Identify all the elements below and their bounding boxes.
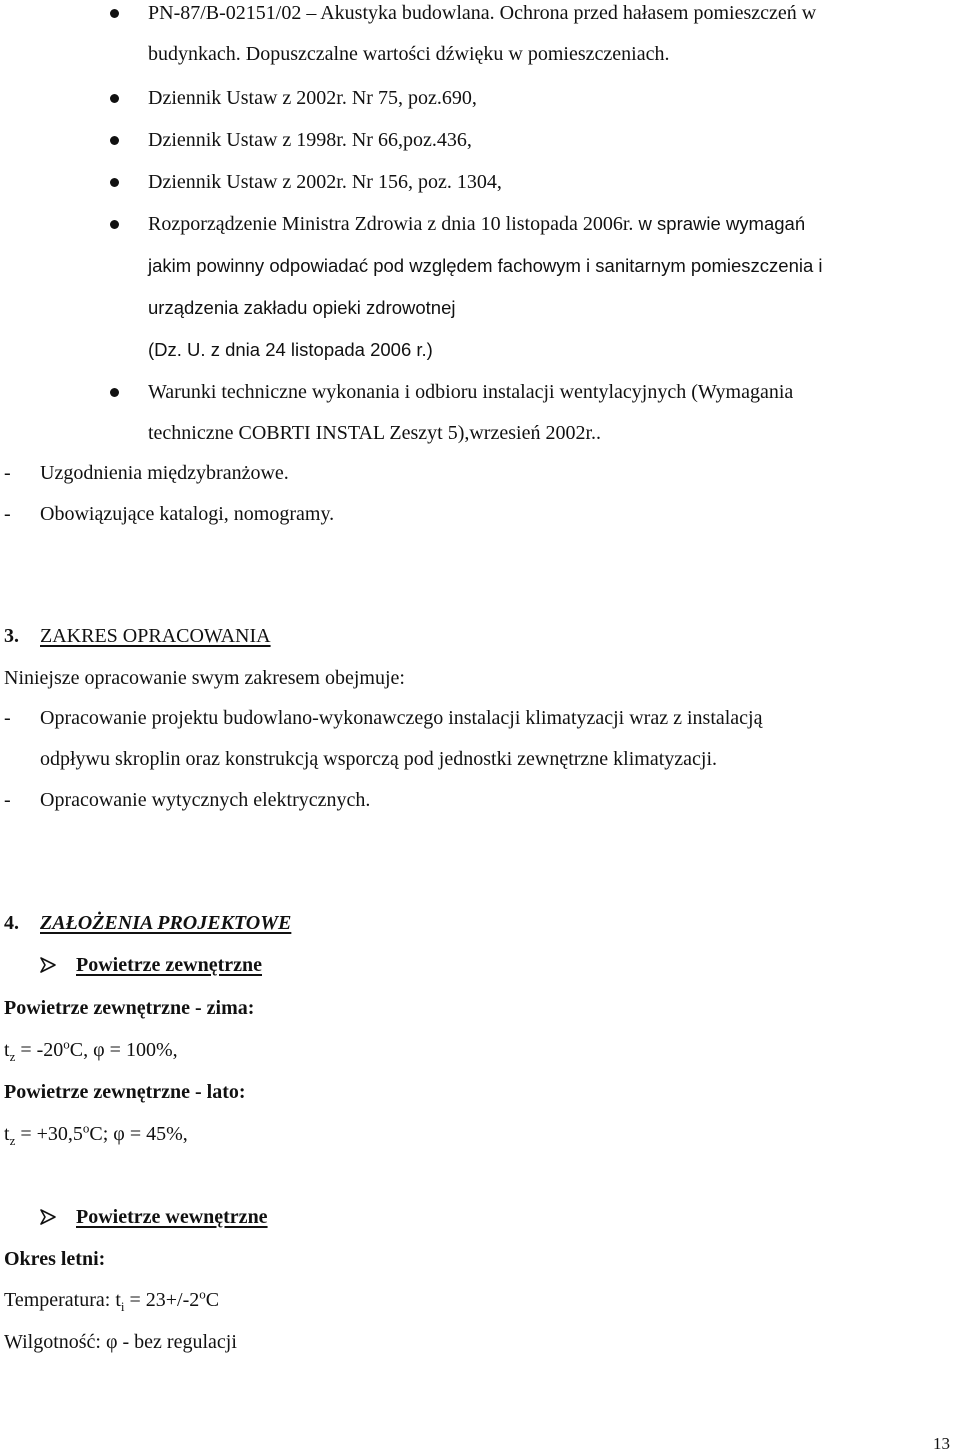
dash-item [4, 788, 370, 812]
temp-rest: C; φ = 45%, [89, 1123, 188, 1145]
temp-label: Temperatura: t [4, 1289, 121, 1311]
list-item-line: Dziennik Ustaw z 1998r. Nr 66,poz.436, [148, 129, 472, 151]
subsection-title: Powietrze wewnętrzne [76, 1206, 268, 1228]
bullet-icon [110, 94, 119, 103]
dash-marker: - [4, 789, 11, 811]
section-heading [4, 911, 291, 935]
subsection-title: Powietrze zewnętrzne [76, 954, 262, 976]
bullet-icon [110, 9, 119, 18]
section-title: ZAŁOŻENIA PROJEKTOWE [40, 912, 292, 934]
degree-sup: o [199, 1286, 206, 1302]
list-item-line: jakim powinny odpowiadać pod względem fachowym i sanitarnym pomieszczenia i [148, 255, 823, 276]
bullet-icon [110, 388, 119, 397]
temp-subscript: z [9, 1049, 16, 1064]
temp-symbol: t [4, 1039, 10, 1061]
dash-item-continuation: odpływu skroplin oraz konstrukcją wsporczą pod jednostki zewnętrzne klimatyzacji. [40, 748, 718, 770]
dash-item [4, 461, 289, 485]
regulation-title-cont: w sprawie wymagań [633, 213, 806, 234]
dash-item-text: Opracowanie wytycznych elektrycznych. [40, 789, 371, 811]
dash-item-text: Obowiązujące katalogi, nomogramy. [40, 503, 335, 525]
list-item-line: budynkach. Dopuszczalne wartości dźwięku w pomieszczeniach. [148, 43, 670, 65]
temp-value: = 23+/-2 [124, 1289, 200, 1311]
dash-item-text: Opracowanie projektu budowlano-wykonawczego instalacji klimatyzacji wraz z instalacją [40, 707, 763, 729]
list-item-line: Dziennik Ustaw z 2002r. Nr 75, poz.690, [148, 87, 477, 109]
section-number: 3. [4, 625, 19, 647]
list-item-line: Warunki techniczne wykonania i odbioru instalacji wentylacyjnych (Wymagania [148, 381, 794, 403]
list-item-line [148, 212, 805, 236]
temp-subscript: z [9, 1133, 16, 1148]
indoor-temperature [4, 1288, 219, 1312]
degree-sup: o [82, 1120, 90, 1136]
temp-symbol: t [4, 1123, 10, 1145]
section-title: ZAKRES OPRACOWANIA [40, 625, 271, 647]
dash-item [4, 706, 763, 730]
winter-label: Powietrze zewnętrzne - zima: [4, 997, 255, 1019]
list-item-line: PN-87/B-02151/02 – Akustyka budowlana. Ochrona przed hałasem pomieszczeń w [148, 2, 817, 24]
temp-rest: C [205, 1289, 220, 1311]
section-intro: Niniejsze opracowanie swym zakresem obejmuje: [4, 667, 405, 689]
section-heading [4, 624, 271, 648]
degree-sup: o [63, 1036, 70, 1052]
winter-value [4, 1038, 178, 1062]
list-item-line: urządzenia zakładu opieki zdrowotnej [148, 297, 456, 318]
temp-subscript: i [120, 1299, 125, 1314]
dash-item [4, 502, 334, 526]
bullet-icon [110, 220, 119, 229]
section-number: 4. [4, 912, 19, 934]
temp-value: = +30,5 [15, 1123, 83, 1145]
regulation-title: Rozporządzenie Ministra Zdrowia z dnia 10 listopada 2006r. [148, 213, 634, 235]
dash-marker: - [4, 503, 11, 525]
dash-item-text: Uzgodnienia międzybranżowe. [40, 462, 289, 484]
arrow-bullet-icon [38, 1205, 60, 1229]
indoor-humidity: Wilgotność: φ - bez regulacji [4, 1331, 237, 1353]
dash-marker: - [4, 707, 11, 729]
temp-rest: C, φ = 100%, [69, 1039, 178, 1061]
temp-value: = -20 [15, 1039, 64, 1061]
arrow-bullet-icon [38, 953, 60, 977]
page-number: 13 [933, 1434, 950, 1453]
summer-label: Powietrze zewnętrzne - lato: [4, 1081, 246, 1103]
dash-marker: - [4, 462, 11, 484]
bullet-icon [110, 136, 119, 145]
summer-value [4, 1122, 188, 1146]
list-item-line: (Dz. U. z dnia 24 listopada 2006 r.) [148, 339, 433, 360]
season-label: Okres letni: [4, 1248, 106, 1270]
list-item-line: Dziennik Ustaw z 2002r. Nr 156, poz. 1304, [148, 171, 502, 193]
bullet-icon [110, 178, 119, 187]
list-item-line: techniczne COBRTI INSTAL Zeszyt 5),wrzesień 2002r.. [148, 422, 601, 444]
